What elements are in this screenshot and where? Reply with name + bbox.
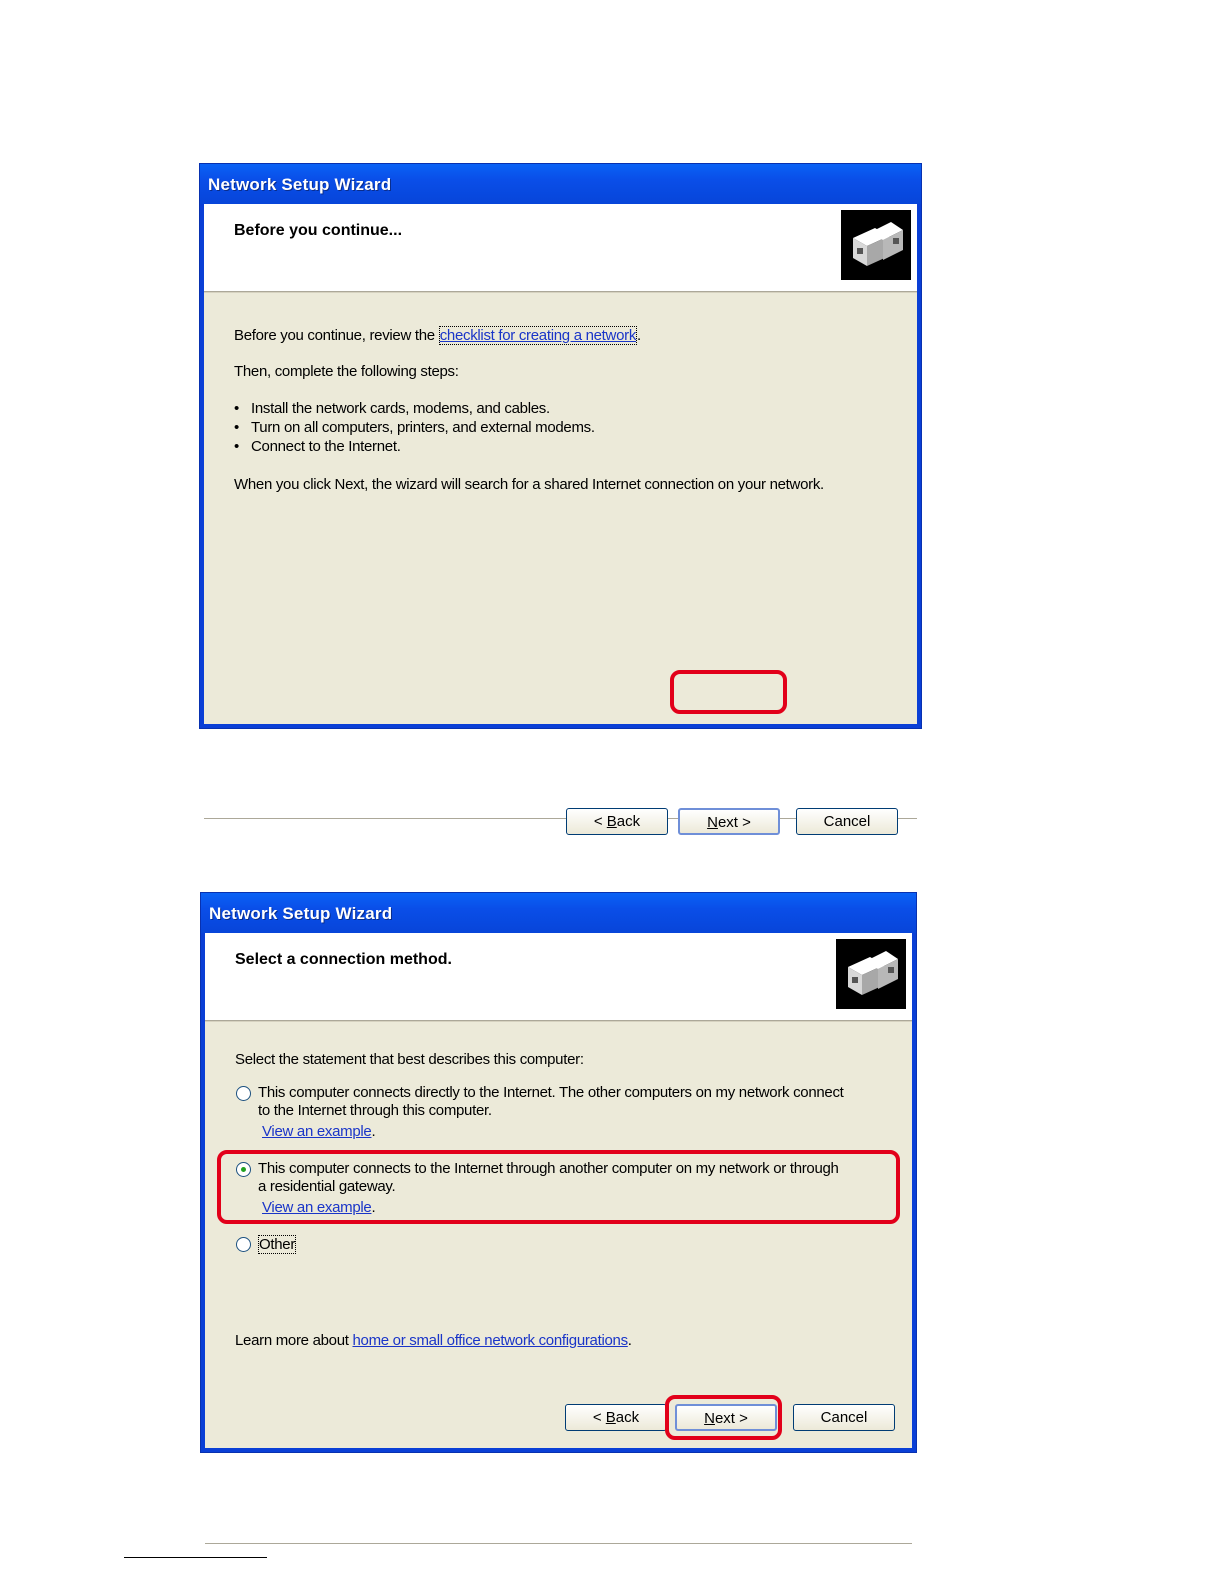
next-button[interactable]: Next > bbox=[678, 808, 780, 835]
footer-divider bbox=[124, 1557, 267, 1558]
checklist-link[interactable]: checklist for creating a network bbox=[439, 327, 637, 344]
next-button[interactable]: Next > bbox=[675, 1404, 777, 1431]
network-configurations-link[interactable]: home or small office network configurations bbox=[352, 1332, 628, 1349]
steps-list bbox=[234, 399, 595, 456]
intro-prefix: Before you continue, review the bbox=[234, 327, 439, 344]
window-title: Network Setup Wizard bbox=[209, 904, 393, 923]
radio-other[interactable] bbox=[236, 1237, 251, 1252]
button-divider bbox=[205, 1543, 912, 1546]
radio-through-another-computer[interactable] bbox=[236, 1162, 251, 1177]
steps-intro: Then, complete the following steps: bbox=[234, 363, 459, 380]
option-direct-line2: to the Internet through this computer. bbox=[258, 1102, 492, 1119]
cancel-button[interactable]: Cancel bbox=[793, 1404, 895, 1431]
view-example-link-1[interactable]: View an example. bbox=[262, 1123, 376, 1140]
network-cards-icon bbox=[841, 210, 911, 280]
list-item: • Connect to the Internet. bbox=[234, 438, 401, 455]
view-example-link-2[interactable]: View an example. bbox=[262, 1199, 376, 1216]
wizard-window-before-you-continue bbox=[199, 163, 922, 831]
title-bar[interactable] bbox=[200, 164, 921, 204]
window-title: Network Setup Wizard bbox=[208, 175, 392, 194]
title-bar[interactable] bbox=[201, 893, 916, 933]
wizard-header bbox=[205, 933, 912, 1020]
page-title: Select a connection method. bbox=[235, 951, 452, 968]
list-item: • Install the network cards, modems, and cables. bbox=[234, 400, 550, 417]
intro-suffix: . bbox=[637, 327, 641, 344]
option-other-label[interactable]: Other bbox=[259, 1236, 296, 1253]
intro-text bbox=[234, 327, 641, 344]
option-gateway-line1: This computer connects to the Internet through another computer on my network or through bbox=[258, 1160, 839, 1177]
learn-more-text bbox=[235, 1332, 632, 1349]
learn-suffix: . bbox=[627, 1332, 632, 1349]
wizard-body bbox=[205, 1022, 912, 1448]
wizard-window-select-connection bbox=[200, 892, 917, 1453]
option-direct-line1: This computer connects directly to the Internet. The other computers on my network connect bbox=[258, 1084, 844, 1101]
network-cards-icon bbox=[836, 939, 906, 1009]
back-button[interactable]: < Back bbox=[565, 1404, 667, 1431]
radio-selected-dot bbox=[241, 1167, 246, 1172]
back-button[interactable]: < Back bbox=[566, 808, 668, 835]
next-note: When you click Next, the wizard will search for a shared Internet connection on your network. bbox=[234, 476, 824, 493]
list-item: • Turn on all computers, printers, and external modems. bbox=[234, 419, 595, 436]
cancel-button[interactable]: Cancel bbox=[796, 808, 898, 835]
wizard-header bbox=[204, 204, 917, 291]
radio-direct-connection[interactable] bbox=[236, 1086, 251, 1101]
prompt-text: Select the statement that best describes this computer: bbox=[235, 1051, 584, 1068]
page-title: Before you continue... bbox=[234, 222, 403, 239]
option-gateway-line2: a residential gateway. bbox=[258, 1178, 396, 1195]
wizard-body bbox=[204, 293, 917, 831]
learn-prefix: Learn more about bbox=[235, 1332, 353, 1349]
